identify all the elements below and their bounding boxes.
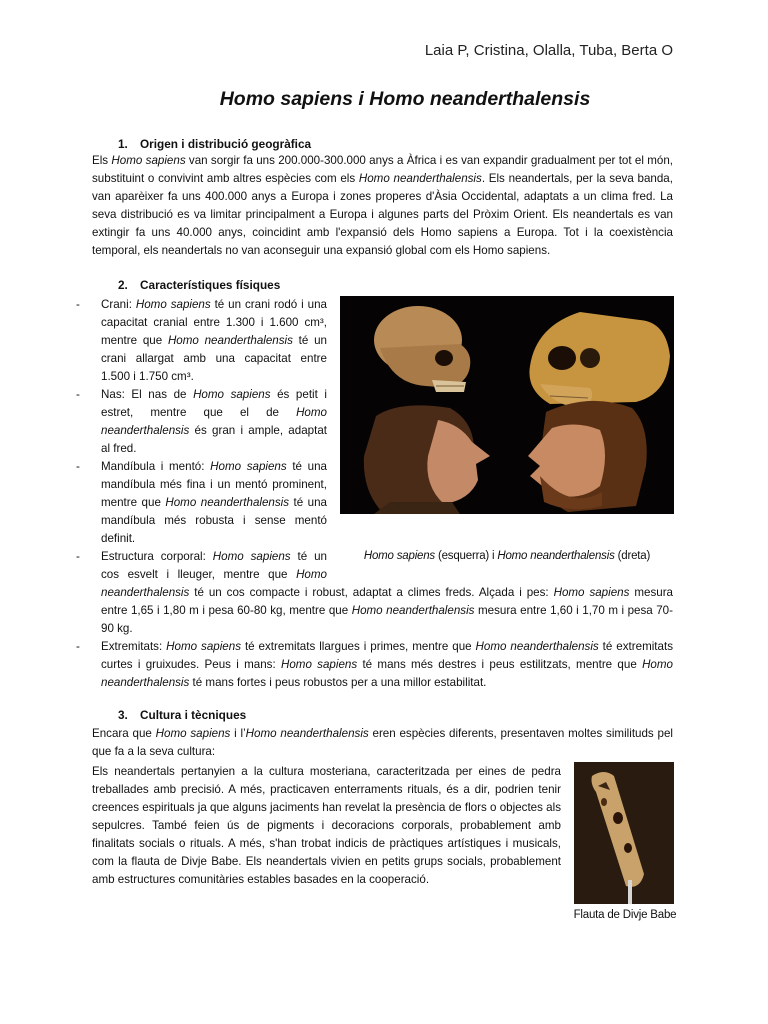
text-run: té extremitats curtes i gruixudes. Peus i mans: — [101, 640, 673, 671]
section-3-intro — [92, 725, 673, 761]
neanderthal-head — [528, 401, 647, 512]
list-item-text — [101, 640, 673, 689]
text-run: té un crani rodó i una capacitat cranial entre 1.300 i 1.600 cm³, mentre que — [101, 298, 328, 347]
section-number: 1. — [118, 137, 128, 151]
text-run: té un cos esvelt i lleuger, mentre que — [101, 550, 327, 581]
list-item-text — [101, 550, 673, 635]
figure-caption-flute: Flauta de Divje Babe — [573, 909, 677, 921]
bullet-marker: - — [76, 640, 80, 653]
bone-flute-illustration — [574, 762, 674, 904]
bullet-marker: - — [76, 460, 80, 473]
italic-run: Homo neanderthalensis — [101, 568, 327, 599]
text-run: té un crani allargat amb una capacitat entre 1.500 i 1.750 cm³. — [101, 334, 327, 383]
italic-run: Homo sapiens — [553, 586, 630, 599]
italic-run: Homo neanderthalensis — [497, 550, 615, 562]
document-title: Homo sapiens i Homo neanderthalensis — [219, 88, 591, 110]
text-run: i l’ — [230, 727, 246, 740]
text-run: (dreta) — [614, 550, 651, 562]
italic-run: Homo sapiens — [212, 550, 291, 563]
text-run: té un cos compacte i robust, adaptat a climes freds. Alçada i pes: — [189, 586, 554, 599]
section-3-heading — [118, 708, 246, 722]
text-run: Encara que — [92, 727, 156, 740]
text-run: Els neandertals pertanyien a la cultura mosteriana, caracteritzada per eines de pedra treballades amb precisió. A més, practicaven enterraments rituals, és a dir, podrien tenir creences espirituals ja que alguns jaciments han revelat la presència de flors o objectes als sepulcres. També feien ús de pigments i decoracions corporals, probablement amb finalitats socials o rituals. A més, s'han trobat indicis de pràctiques artístiques i musicals, com la flauta de Divje Babe. Els neandertals vivien en petits grups socials, probablement amb estructures comunitàries estables basades en la cooperació. — [92, 765, 561, 886]
section-3-paragraph — [92, 765, 561, 886]
section-2-heading — [118, 278, 280, 292]
text-run: mesura entre 1,65 i 1,80 m i pesa 60-80 kg, mentre que — [101, 586, 674, 617]
italic-run: Homo sapiens — [111, 154, 186, 167]
header-authors: Laia P, Cristina, Olalla, Tuba, Berta O — [424, 42, 673, 59]
bullet-marker: - — [76, 550, 80, 563]
italic-run: Homo neanderthalensis — [101, 658, 673, 689]
italic-run: Homo sapiens — [280, 658, 358, 671]
text-run: mesura entre 1,60 i 1,70 m i pesa 70-90 kg. — [101, 604, 673, 635]
italic-run: Homo neanderthalensis — [165, 496, 290, 509]
italic-run: Homo sapiens — [363, 550, 435, 562]
text-run: és petit i estret, mentre que el de — [101, 388, 328, 419]
italic-run: Homo sapiens — [193, 388, 271, 401]
section-1-paragraph — [92, 152, 673, 260]
section-1-heading — [118, 137, 311, 151]
italic-run: Homo neanderthalensis — [358, 172, 482, 185]
list-item-text — [101, 460, 327, 545]
italic-run: Homo neanderthalensis — [351, 604, 475, 617]
text-run: Estructura corporal: — [101, 550, 213, 563]
text-run: té mans més destres i peus estilitzats, mentre que — [357, 658, 643, 671]
italic-run: Homo sapiens — [155, 727, 231, 740]
italic-run: Homo neanderthalensis — [101, 406, 327, 437]
text-run: té mans fortes i peus robustos per a una millor estabilitat. — [189, 676, 487, 689]
text-run: Mandíbula i mentó: — [101, 460, 211, 473]
section-number: 2. — [118, 278, 128, 292]
text-run: Els — [92, 154, 112, 167]
bullet-marker: - — [76, 298, 80, 311]
section-heading-text: Origen i distribució geogràfica — [140, 137, 312, 151]
bullet-marker: - — [76, 388, 80, 401]
bone-flute-photo — [574, 762, 674, 904]
section-heading-text: Característiques físiques — [140, 278, 281, 292]
text-run: . Els neandertals, per la seva banda, van aparèixer fa uns 400.000 anys a Europa i zones properes d'Àsia Occidental, adaptats a un clima fred. La seva distribució es va limitar principalment a Europa i algunes parts del Pròxim Orient. Els neandertals es van extingir fa uns 40.000 anys, coincidint amb l'expansió dels Homo sapiens a Europa. Tot i la coexistència temporal, els neandertals no van aconseguir una expansió global com els Homo sapiens. — [92, 172, 673, 257]
italic-run: Homo neanderthalensis — [475, 640, 599, 653]
italic-run: Homo neanderthalensis — [245, 727, 369, 740]
italic-run: Homo sapiens — [135, 298, 211, 311]
italic-run: Homo sapiens — [210, 460, 287, 473]
section-heading-text: Cultura i tècniques — [140, 708, 247, 722]
text-run: té extremitats llargues i primes, mentre que — [241, 640, 476, 653]
text-run: eren espècies diferents, presentaven moltes similituds pel que fa a la seva cultura: — [92, 727, 673, 758]
italic-run: Homo sapiens — [166, 640, 241, 653]
italic-run: Homo neanderthalensis — [167, 334, 293, 347]
text-run: (esquerra) i — [434, 550, 498, 562]
text-run: Crani: — [101, 298, 136, 311]
text-run: Extremitats: — [101, 640, 167, 653]
skulls-and-heads-photo — [340, 296, 674, 514]
skulls-and-heads-illustration — [340, 296, 674, 514]
text-run: Nas: El nas de — [101, 388, 194, 401]
section-number: 3. — [118, 708, 128, 722]
text-run: és gran i ample, adaptat al fred. — [101, 424, 327, 455]
list-item — [70, 638, 673, 692]
list-item-text — [101, 298, 327, 383]
figure-caption-skulls — [340, 550, 674, 562]
text-run: van sorgir fa uns 200.000-300.000 anys a Àfrica i es van expandir gradualment per tot el món, substituint o convivint amb altres espècies com els — [92, 154, 674, 185]
text-run: té una mandíbula més fina i un mentó prominent, mentre que — [101, 460, 327, 509]
list-item-text — [101, 388, 327, 455]
text-run: té una mandíbula més robusta i sense mentó definit. — [101, 496, 327, 545]
